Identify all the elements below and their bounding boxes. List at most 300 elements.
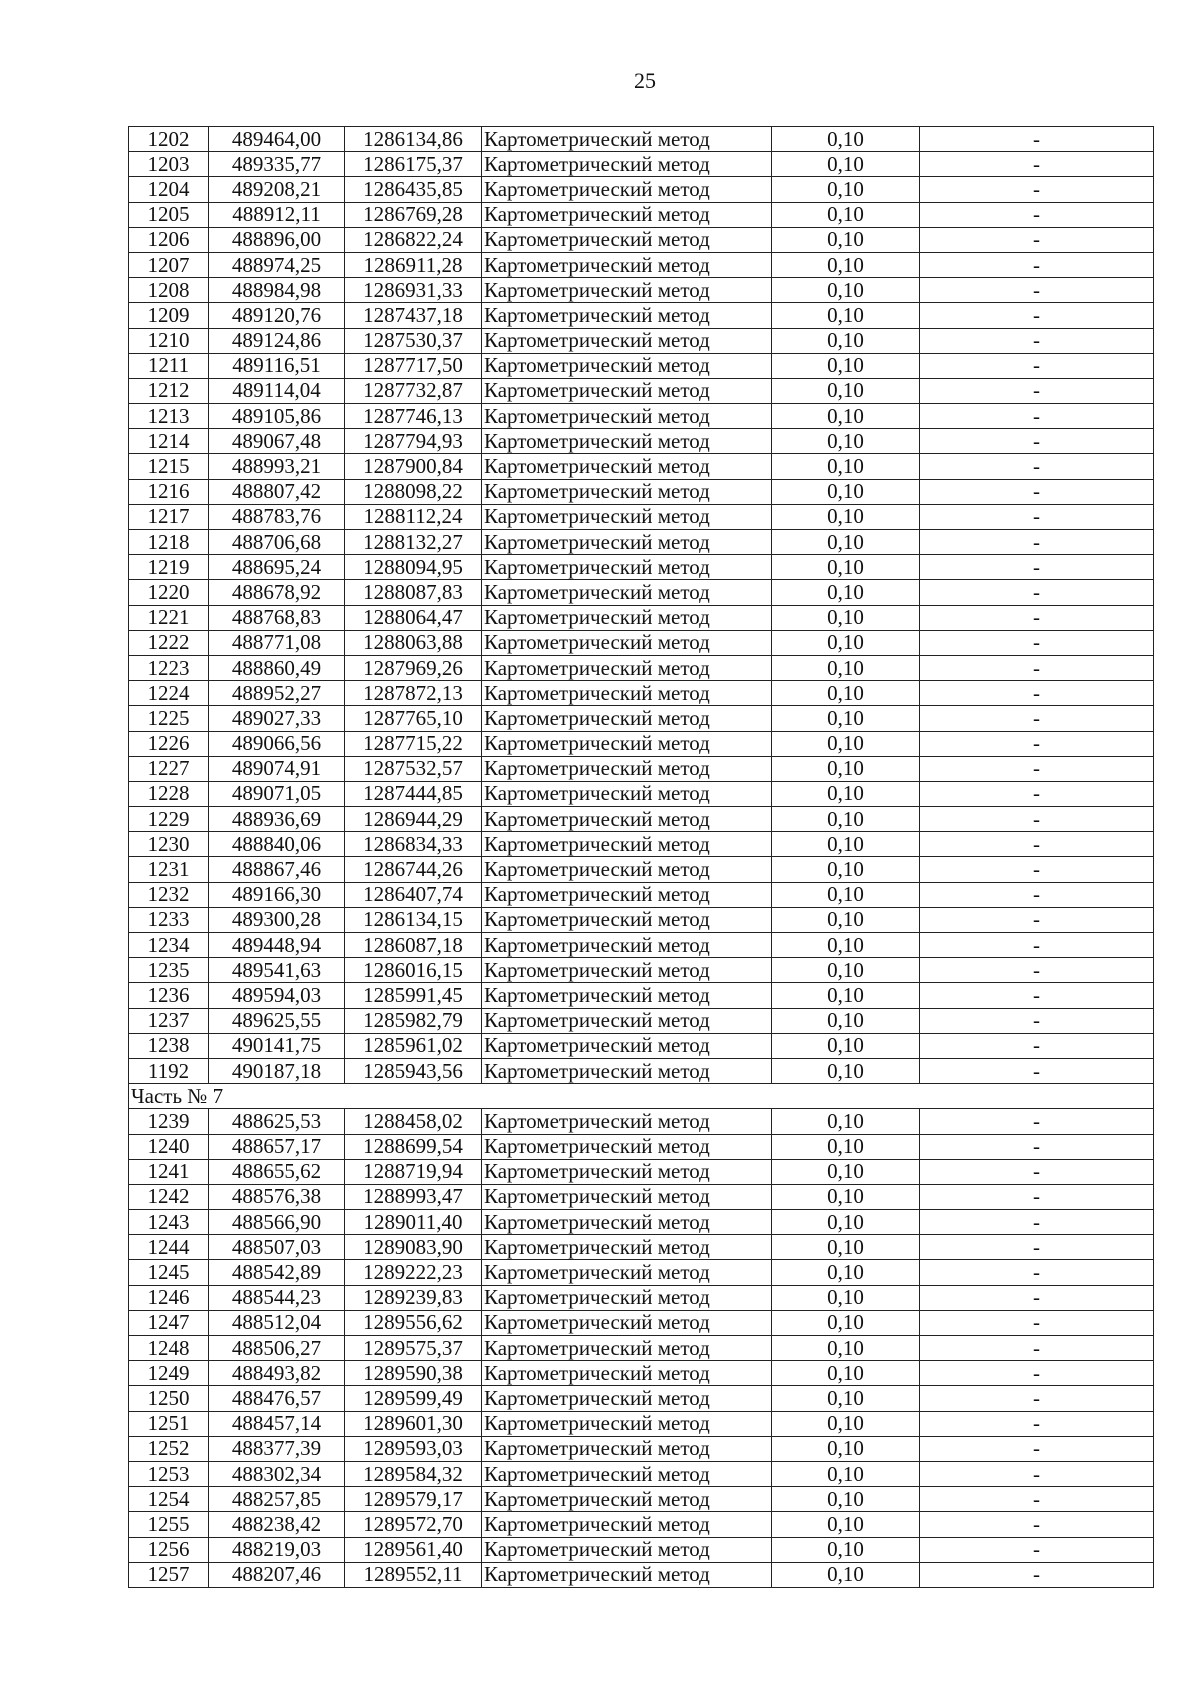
point-number-cell: 1233: [129, 907, 209, 932]
accuracy-cell: 0,10: [772, 1461, 920, 1486]
method-cell: Картометрический метод: [482, 278, 772, 303]
accuracy-cell: 0,10: [772, 681, 920, 706]
table-row: [129, 781, 1154, 806]
method-cell: Картометрический метод: [482, 681, 772, 706]
y-coordinate-cell: 1289222,23: [345, 1260, 482, 1285]
method-cell: Картометрический метод: [482, 1008, 772, 1033]
accuracy-cell: 0,10: [772, 1008, 920, 1033]
x-coordinate-cell: 489300,28: [209, 907, 345, 932]
method-cell: Картометрический метод: [482, 756, 772, 781]
point-number-cell: 1211: [129, 353, 209, 378]
point-number-cell: 1254: [129, 1487, 209, 1512]
note-cell: -: [920, 1184, 1154, 1209]
table-row: [129, 378, 1154, 403]
point-number-cell: 1204: [129, 177, 209, 202]
method-cell: Картометрический метод: [482, 1361, 772, 1386]
x-coordinate-cell: 489071,05: [209, 781, 345, 806]
accuracy-cell: 0,10: [772, 404, 920, 429]
note-cell: -: [920, 933, 1154, 958]
x-coordinate-cell: 488783,76: [209, 504, 345, 529]
y-coordinate-cell: 1289083,90: [345, 1235, 482, 1260]
method-cell: Картометрический метод: [482, 1235, 772, 1260]
y-coordinate-cell: 1286744,26: [345, 857, 482, 882]
point-number-cell: 1244: [129, 1235, 209, 1260]
method-cell: Картометрический метод: [482, 605, 772, 630]
note-cell: -: [920, 580, 1154, 605]
point-number-cell: 1227: [129, 756, 209, 781]
accuracy-cell: 0,10: [772, 1537, 920, 1562]
note-cell: -: [920, 127, 1154, 152]
y-coordinate-cell: 1286134,86: [345, 127, 482, 152]
point-number-cell: 1205: [129, 202, 209, 227]
y-coordinate-cell: 1288719,94: [345, 1159, 482, 1184]
method-cell: Картометрический метод: [482, 127, 772, 152]
x-coordinate-cell: 488506,27: [209, 1336, 345, 1361]
table-row: [129, 933, 1154, 958]
y-coordinate-cell: 1286435,85: [345, 177, 482, 202]
x-coordinate-cell: 489124,86: [209, 328, 345, 353]
table-row: [129, 1235, 1154, 1260]
x-coordinate-cell: 488706,68: [209, 530, 345, 555]
method-cell: Картометрический метод: [482, 1512, 772, 1537]
note-cell: -: [920, 404, 1154, 429]
note-cell: -: [920, 1361, 1154, 1386]
y-coordinate-cell: 1287746,13: [345, 404, 482, 429]
note-cell: -: [920, 1285, 1154, 1310]
note-cell: -: [920, 1386, 1154, 1411]
note-cell: -: [920, 1562, 1154, 1587]
note-cell: -: [920, 177, 1154, 202]
method-cell: Картометрический метод: [482, 1386, 772, 1411]
point-number-cell: 1241: [129, 1159, 209, 1184]
y-coordinate-cell: 1287444,85: [345, 781, 482, 806]
x-coordinate-cell: 490141,75: [209, 1033, 345, 1058]
accuracy-cell: 0,10: [772, 252, 920, 277]
table-row: [129, 1310, 1154, 1335]
note-cell: -: [920, 983, 1154, 1008]
point-number-cell: 1192: [129, 1058, 209, 1083]
y-coordinate-cell: 1287530,37: [345, 328, 482, 353]
accuracy-cell: 0,10: [772, 1058, 920, 1083]
accuracy-cell: 0,10: [772, 1285, 920, 1310]
x-coordinate-cell: 488507,03: [209, 1235, 345, 1260]
accuracy-cell: 0,10: [772, 933, 920, 958]
method-cell: Картометрический метод: [482, 227, 772, 252]
note-cell: -: [920, 1537, 1154, 1562]
note-cell: -: [920, 328, 1154, 353]
x-coordinate-cell: 488207,46: [209, 1562, 345, 1587]
point-number-cell: 1229: [129, 807, 209, 832]
x-coordinate-cell: 488771,08: [209, 630, 345, 655]
note-cell: -: [920, 454, 1154, 479]
method-cell: Картометрический метод: [482, 933, 772, 958]
point-number-cell: 1257: [129, 1562, 209, 1587]
y-coordinate-cell: 1286769,28: [345, 202, 482, 227]
table-row: [129, 479, 1154, 504]
x-coordinate-cell: 489594,03: [209, 983, 345, 1008]
method-cell: Картометрический метод: [482, 1537, 772, 1562]
x-coordinate-cell: 489116,51: [209, 353, 345, 378]
x-coordinate-cell: 489541,63: [209, 958, 345, 983]
table-row: [129, 530, 1154, 555]
point-number-cell: 1217: [129, 504, 209, 529]
point-number-cell: 1245: [129, 1260, 209, 1285]
note-cell: -: [920, 1310, 1154, 1335]
point-number-cell: 1235: [129, 958, 209, 983]
method-cell: Картометрический метод: [482, 1033, 772, 1058]
point-number-cell: 1212: [129, 378, 209, 403]
x-coordinate-cell: 489166,30: [209, 882, 345, 907]
y-coordinate-cell: 1289561,40: [345, 1537, 482, 1562]
point-number-cell: 1242: [129, 1184, 209, 1209]
note-cell: -: [920, 1109, 1154, 1134]
accuracy-cell: 0,10: [772, 1336, 920, 1361]
note-cell: -: [920, 227, 1154, 252]
point-number-cell: 1250: [129, 1386, 209, 1411]
accuracy-cell: 0,10: [772, 605, 920, 630]
y-coordinate-cell: 1288112,24: [345, 504, 482, 529]
x-coordinate-cell: 488896,00: [209, 227, 345, 252]
x-coordinate-cell: 488544,23: [209, 1285, 345, 1310]
table-row: [129, 1134, 1154, 1159]
note-cell: -: [920, 252, 1154, 277]
y-coordinate-cell: 1287437,18: [345, 303, 482, 328]
method-cell: Картометрический метод: [482, 328, 772, 353]
table-row: [129, 1512, 1154, 1537]
note-cell: -: [920, 1461, 1154, 1486]
accuracy-cell: 0,10: [772, 706, 920, 731]
point-number-cell: 1253: [129, 1461, 209, 1486]
method-cell: Картометрический метод: [482, 1134, 772, 1159]
y-coordinate-cell: 1289572,70: [345, 1512, 482, 1537]
table-row: [129, 1461, 1154, 1486]
x-coordinate-cell: 488936,69: [209, 807, 345, 832]
section-header-row: [129, 1084, 1154, 1109]
table-row: [129, 983, 1154, 1008]
table-row: [129, 605, 1154, 630]
y-coordinate-cell: 1287715,22: [345, 731, 482, 756]
note-cell: -: [920, 1260, 1154, 1285]
method-cell: Картометрический метод: [482, 1310, 772, 1335]
x-coordinate-cell: 489027,33: [209, 706, 345, 731]
x-coordinate-cell: 490187,18: [209, 1058, 345, 1083]
method-cell: Картометрический метод: [482, 1461, 772, 1486]
accuracy-cell: 0,10: [772, 1436, 920, 1461]
table-row: [129, 1285, 1154, 1310]
x-coordinate-cell: 489120,76: [209, 303, 345, 328]
x-coordinate-cell: 488257,85: [209, 1487, 345, 1512]
table-row: [129, 1411, 1154, 1436]
point-number-cell: 1256: [129, 1537, 209, 1562]
accuracy-cell: 0,10: [772, 278, 920, 303]
y-coordinate-cell: 1285991,45: [345, 983, 482, 1008]
method-cell: Картометрический метод: [482, 882, 772, 907]
method-cell: Картометрический метод: [482, 983, 772, 1008]
note-cell: -: [920, 706, 1154, 731]
method-cell: Картометрический метод: [482, 202, 772, 227]
coordinates-table-body: [129, 127, 1154, 1588]
note-cell: -: [920, 1008, 1154, 1033]
table-row: [129, 177, 1154, 202]
point-number-cell: 1226: [129, 731, 209, 756]
note-cell: -: [920, 1159, 1154, 1184]
point-number-cell: 1225: [129, 706, 209, 731]
point-number-cell: 1251: [129, 1411, 209, 1436]
accuracy-cell: 0,10: [772, 882, 920, 907]
note-cell: -: [920, 756, 1154, 781]
note-cell: -: [920, 1210, 1154, 1235]
accuracy-cell: 0,10: [772, 655, 920, 680]
x-coordinate-cell: 488476,57: [209, 1386, 345, 1411]
note-cell: -: [920, 504, 1154, 529]
point-number-cell: 1240: [129, 1134, 209, 1159]
note-cell: -: [920, 1134, 1154, 1159]
method-cell: Картометрический метод: [482, 580, 772, 605]
table-row: [129, 1361, 1154, 1386]
y-coordinate-cell: 1285943,56: [345, 1058, 482, 1083]
method-cell: Картометрический метод: [482, 504, 772, 529]
accuracy-cell: 0,10: [772, 555, 920, 580]
x-coordinate-cell: 488655,62: [209, 1159, 345, 1184]
table-row: [129, 1537, 1154, 1562]
x-coordinate-cell: 488566,90: [209, 1210, 345, 1235]
point-number-cell: 1219: [129, 555, 209, 580]
y-coordinate-cell: 1288063,88: [345, 630, 482, 655]
table-row: [129, 731, 1154, 756]
point-number-cell: 1210: [129, 328, 209, 353]
method-cell: Картометрический метод: [482, 454, 772, 479]
y-coordinate-cell: 1289593,03: [345, 1436, 482, 1461]
y-coordinate-cell: 1288094,95: [345, 555, 482, 580]
x-coordinate-cell: 488974,25: [209, 252, 345, 277]
point-number-cell: 1232: [129, 882, 209, 907]
x-coordinate-cell: 488493,82: [209, 1361, 345, 1386]
y-coordinate-cell: 1286944,29: [345, 807, 482, 832]
note-cell: -: [920, 378, 1154, 403]
note-cell: -: [920, 152, 1154, 177]
point-number-cell: 1218: [129, 530, 209, 555]
point-number-cell: 1247: [129, 1310, 209, 1335]
table-row: [129, 882, 1154, 907]
note-cell: -: [920, 429, 1154, 454]
point-number-cell: 1252: [129, 1436, 209, 1461]
y-coordinate-cell: 1286175,37: [345, 152, 482, 177]
point-number-cell: 1221: [129, 605, 209, 630]
point-number-cell: 1234: [129, 933, 209, 958]
accuracy-cell: 0,10: [772, 1184, 920, 1209]
x-coordinate-cell: 488657,17: [209, 1134, 345, 1159]
accuracy-cell: 0,10: [772, 202, 920, 227]
table-row: [129, 1260, 1154, 1285]
note-cell: -: [920, 1058, 1154, 1083]
table-row: [129, 1109, 1154, 1134]
y-coordinate-cell: 1286834,33: [345, 832, 482, 857]
y-coordinate-cell: 1286931,33: [345, 278, 482, 303]
method-cell: Картометрический метод: [482, 1109, 772, 1134]
point-number-cell: 1224: [129, 681, 209, 706]
method-cell: Картометрический метод: [482, 378, 772, 403]
x-coordinate-cell: 488238,42: [209, 1512, 345, 1537]
accuracy-cell: 0,10: [772, 580, 920, 605]
table-row: [129, 1008, 1154, 1033]
y-coordinate-cell: 1288132,27: [345, 530, 482, 555]
y-coordinate-cell: 1288699,54: [345, 1134, 482, 1159]
method-cell: Картометрический метод: [482, 1487, 772, 1512]
accuracy-cell: 0,10: [772, 807, 920, 832]
x-coordinate-cell: 488678,92: [209, 580, 345, 605]
point-number-cell: 1208: [129, 278, 209, 303]
table-row: [129, 1210, 1154, 1235]
accuracy-cell: 0,10: [772, 1109, 920, 1134]
method-cell: Картометрический метод: [482, 857, 772, 882]
y-coordinate-cell: 1286911,28: [345, 252, 482, 277]
x-coordinate-cell: 489335,77: [209, 152, 345, 177]
accuracy-cell: 0,10: [772, 303, 920, 328]
accuracy-cell: 0,10: [772, 1134, 920, 1159]
point-number-cell: 1246: [129, 1285, 209, 1310]
method-cell: Картометрический метод: [482, 958, 772, 983]
y-coordinate-cell: 1289579,17: [345, 1487, 482, 1512]
table-row: [129, 756, 1154, 781]
y-coordinate-cell: 1287900,84: [345, 454, 482, 479]
note-cell: -: [920, 857, 1154, 882]
x-coordinate-cell: 488576,38: [209, 1184, 345, 1209]
x-coordinate-cell: 489067,48: [209, 429, 345, 454]
y-coordinate-cell: 1285982,79: [345, 1008, 482, 1033]
point-number-cell: 1220: [129, 580, 209, 605]
accuracy-cell: 0,10: [772, 328, 920, 353]
method-cell: Картометрический метод: [482, 1411, 772, 1436]
point-number-cell: 1255: [129, 1512, 209, 1537]
x-coordinate-cell: 489074,91: [209, 756, 345, 781]
note-cell: -: [920, 781, 1154, 806]
accuracy-cell: 0,10: [772, 152, 920, 177]
y-coordinate-cell: 1285961,02: [345, 1033, 482, 1058]
accuracy-cell: 0,10: [772, 1235, 920, 1260]
table-row: [129, 252, 1154, 277]
table-row: [129, 227, 1154, 252]
table-row: [129, 278, 1154, 303]
accuracy-cell: 0,10: [772, 731, 920, 756]
note-cell: -: [920, 1033, 1154, 1058]
point-number-cell: 1203: [129, 152, 209, 177]
note-cell: -: [920, 1235, 1154, 1260]
point-number-cell: 1230: [129, 832, 209, 857]
table-row: [129, 328, 1154, 353]
note-cell: -: [920, 555, 1154, 580]
point-number-cell: 1215: [129, 454, 209, 479]
y-coordinate-cell: 1288087,83: [345, 580, 482, 605]
note-cell: -: [920, 1512, 1154, 1537]
y-coordinate-cell: 1289601,30: [345, 1411, 482, 1436]
accuracy-cell: 0,10: [772, 1512, 920, 1537]
point-number-cell: 1237: [129, 1008, 209, 1033]
point-number-cell: 1213: [129, 404, 209, 429]
note-cell: -: [920, 202, 1154, 227]
table-row: [129, 1562, 1154, 1587]
note-cell: -: [920, 630, 1154, 655]
method-cell: Картометрический метод: [482, 731, 772, 756]
x-coordinate-cell: 488867,46: [209, 857, 345, 882]
table-row: [129, 202, 1154, 227]
y-coordinate-cell: 1287794,93: [345, 429, 482, 454]
method-cell: Картометрический метод: [482, 152, 772, 177]
table-row: [129, 1159, 1154, 1184]
accuracy-cell: 0,10: [772, 1033, 920, 1058]
note-cell: -: [920, 958, 1154, 983]
accuracy-cell: 0,10: [772, 781, 920, 806]
table-row: [129, 1033, 1154, 1058]
point-number-cell: 1206: [129, 227, 209, 252]
y-coordinate-cell: 1289590,38: [345, 1361, 482, 1386]
method-cell: Картометрический метод: [482, 1184, 772, 1209]
x-coordinate-cell: 488457,14: [209, 1411, 345, 1436]
note-cell: -: [920, 353, 1154, 378]
point-number-cell: 1243: [129, 1210, 209, 1235]
x-coordinate-cell: 488695,24: [209, 555, 345, 580]
point-number-cell: 1216: [129, 479, 209, 504]
point-number-cell: 1202: [129, 127, 209, 152]
note-cell: -: [920, 907, 1154, 932]
x-coordinate-cell: 488984,98: [209, 278, 345, 303]
method-cell: Картометрический метод: [482, 530, 772, 555]
point-number-cell: 1236: [129, 983, 209, 1008]
note-cell: -: [920, 1436, 1154, 1461]
method-cell: Картометрический метод: [482, 252, 772, 277]
note-cell: -: [920, 882, 1154, 907]
x-coordinate-cell: 489448,94: [209, 933, 345, 958]
method-cell: Картометрический метод: [482, 1436, 772, 1461]
method-cell: Картометрический метод: [482, 1562, 772, 1587]
y-coordinate-cell: 1289239,83: [345, 1285, 482, 1310]
table-row: [129, 907, 1154, 932]
method-cell: Картометрический метод: [482, 1058, 772, 1083]
x-coordinate-cell: 488512,04: [209, 1310, 345, 1335]
accuracy-cell: 0,10: [772, 1487, 920, 1512]
y-coordinate-cell: 1287532,57: [345, 756, 482, 781]
x-coordinate-cell: 489464,00: [209, 127, 345, 152]
method-cell: Картометрический метод: [482, 781, 772, 806]
table-row: [129, 1436, 1154, 1461]
table-row: [129, 655, 1154, 680]
y-coordinate-cell: 1287969,26: [345, 655, 482, 680]
note-cell: -: [920, 1411, 1154, 1436]
method-cell: Картометрический метод: [482, 1336, 772, 1361]
y-coordinate-cell: 1288993,47: [345, 1184, 482, 1209]
table-row: [129, 454, 1154, 479]
section-label: Часть № 7: [129, 1084, 1154, 1109]
note-cell: -: [920, 655, 1154, 680]
accuracy-cell: 0,10: [772, 630, 920, 655]
y-coordinate-cell: 1287765,10: [345, 706, 482, 731]
method-cell: Картометрический метод: [482, 1210, 772, 1235]
accuracy-cell: 0,10: [772, 504, 920, 529]
coordinates-table: [128, 126, 1154, 1588]
method-cell: Картометрический метод: [482, 907, 772, 932]
y-coordinate-cell: 1287732,87: [345, 378, 482, 403]
note-cell: -: [920, 303, 1154, 328]
accuracy-cell: 0,10: [772, 127, 920, 152]
y-coordinate-cell: 1289552,11: [345, 1562, 482, 1587]
y-coordinate-cell: 1286087,18: [345, 933, 482, 958]
accuracy-cell: 0,10: [772, 1210, 920, 1235]
table-row: [129, 353, 1154, 378]
table-row: [129, 958, 1154, 983]
accuracy-cell: 0,10: [772, 983, 920, 1008]
x-coordinate-cell: 489105,86: [209, 404, 345, 429]
y-coordinate-cell: 1289011,40: [345, 1210, 482, 1235]
point-number-cell: 1228: [129, 781, 209, 806]
